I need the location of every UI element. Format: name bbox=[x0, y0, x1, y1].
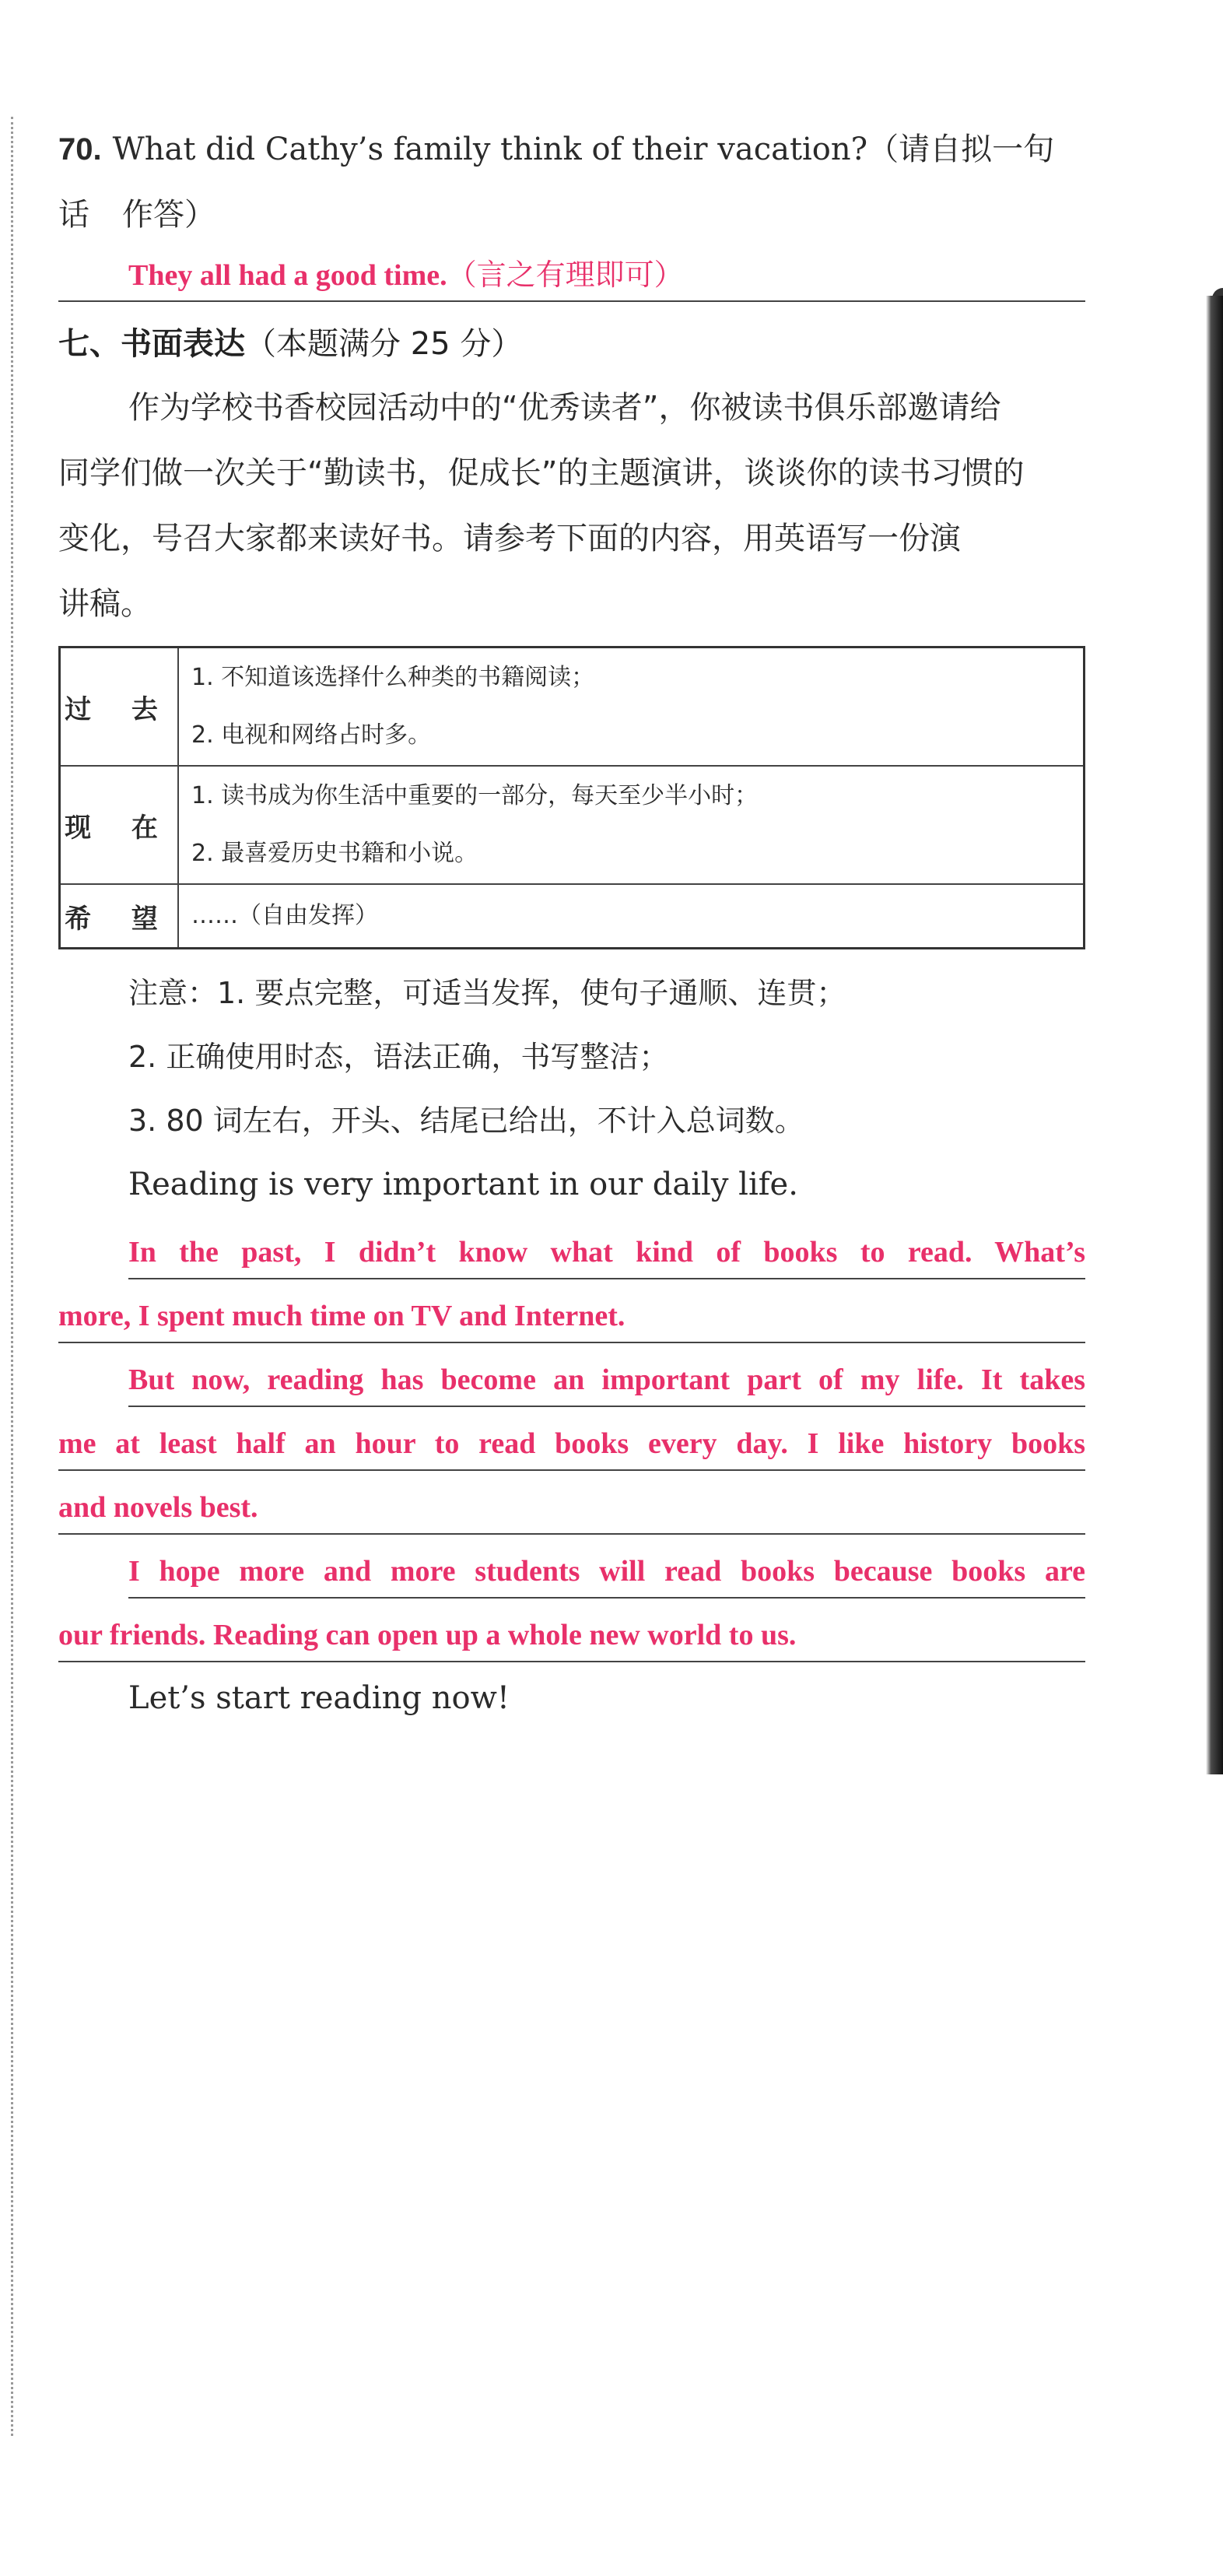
section-title-text: 七、书面表达 bbox=[58, 326, 245, 362]
table-item: 1. 读书成为你生活中重要的一部分，每天至少半小时； bbox=[191, 782, 759, 809]
essay-answer-line-4: me at least half an hour to read books every day. I like history books bbox=[58, 1420, 1085, 1471]
essay-answer-line-6: I hope more and more students will read books because books are bbox=[128, 1547, 1085, 1599]
table-header-present: 现 在 bbox=[60, 766, 179, 884]
essay-answer-line-5: and novels best. bbox=[58, 1483, 1085, 1535]
essay-answer-line-7: our friends. Reading can open up a whole new world to us. bbox=[58, 1611, 1085, 1662]
prompt-line-1: 作为学校书香校园活动中的“优秀读者”，你被读书俱乐部邀请给 bbox=[128, 390, 1001, 426]
table-cell-past bbox=[178, 648, 1085, 767]
table-row-past bbox=[60, 648, 1085, 767]
note-line-2: 2. 正确使用时态，语法正确，书写整洁； bbox=[128, 1040, 669, 1074]
answer-cn: （言之有理即可） bbox=[447, 258, 684, 292]
essay-opening: Reading is very important in our daily life. bbox=[128, 1167, 798, 1202]
essay-answer-line-2: more, I spent much time on TV and Internet. bbox=[58, 1292, 1085, 1343]
table-row-present bbox=[60, 766, 1085, 884]
section-score-note: （本题满分 25 分） bbox=[245, 326, 523, 362]
answer-en: They all had a good time. bbox=[128, 259, 447, 292]
essay-answer-line-1: In the past, I didn’t know what kind of books to read. What’s bbox=[128, 1228, 1085, 1279]
table-item: 2. 电视和网络占时多。 bbox=[191, 721, 432, 749]
note-line-3: 3. 80 词左右，开头、结尾已给出，不计入总词数。 bbox=[128, 1104, 804, 1138]
essay-answer-line-3: But now, reading has become an important part of my life. It takes bbox=[128, 1356, 1085, 1407]
question-text-cn: （请自拟一句话 bbox=[58, 132, 1055, 233]
question-text-en: What did Cathy’s family think of their vacation? bbox=[112, 132, 868, 167]
section-7-title bbox=[58, 321, 522, 367]
note-line-1: 注意：1. 要点完整，可适当发挥，使句子通顺、连贯； bbox=[128, 976, 846, 1010]
prompt-line-3: 变化，号召大家都来读好书。请参考下面的内容，用英语写一份演 bbox=[58, 521, 961, 556]
table-item: ……（自由发挥） bbox=[191, 902, 378, 929]
prompt-line-2: 同学们做一次关于“勤读书，促成长”的主题演讲，谈谈你的读书习惯的 bbox=[58, 455, 1025, 491]
binding-margin-dotted-line bbox=[11, 117, 13, 2436]
question-70-line-2 bbox=[122, 182, 1149, 247]
prompt-line-4: 讲稿。 bbox=[58, 586, 152, 622]
question-number: 70. bbox=[58, 132, 102, 167]
question-text-cn-cont: 作答） bbox=[122, 197, 216, 233]
table-row-hope bbox=[60, 884, 1085, 949]
essay-closing: Let’s start reading now! bbox=[128, 1680, 510, 1716]
table-header-past: 过 去 bbox=[60, 648, 179, 767]
table-item: 1. 不知道该选择什么种类的书籍阅读； bbox=[191, 664, 595, 691]
table-cell-present bbox=[178, 766, 1085, 884]
question-70-answer bbox=[58, 251, 1085, 302]
table-cell-hope bbox=[178, 884, 1085, 949]
table-header-hope: 希 望 bbox=[60, 884, 179, 949]
prompt-table bbox=[58, 646, 1085, 949]
page-edge-shadow bbox=[1206, 296, 1223, 1774]
table-item: 2. 最喜爱历史书籍和小说。 bbox=[191, 840, 478, 867]
